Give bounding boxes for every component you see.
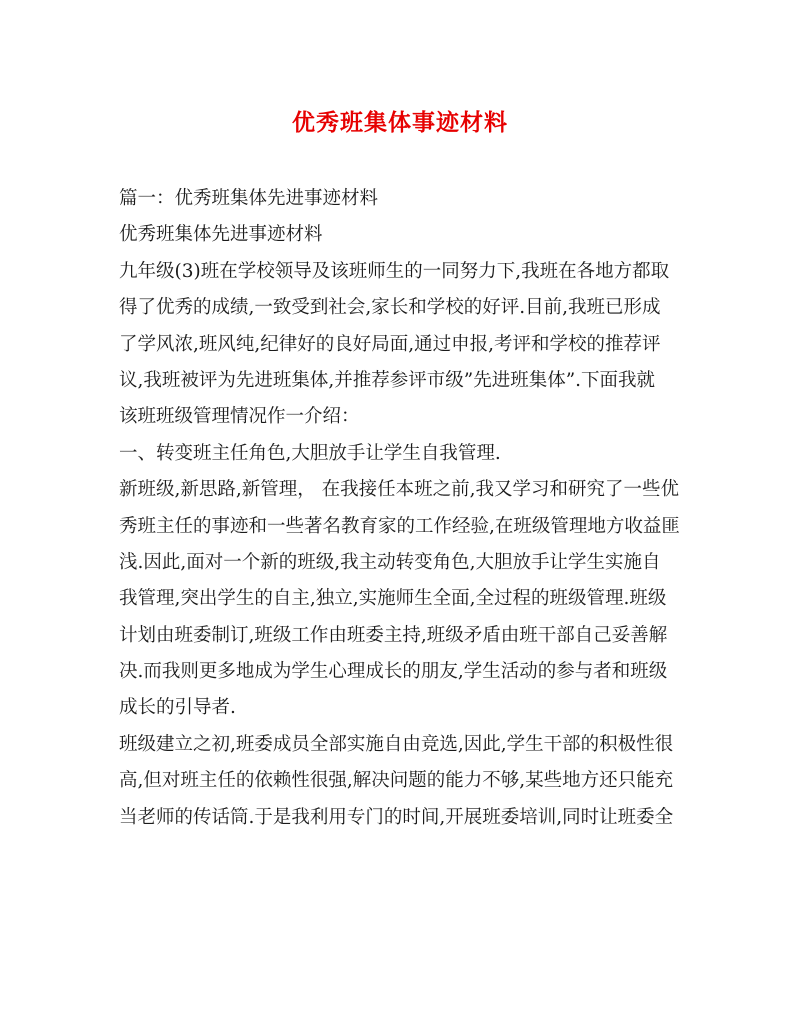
body-line: 成长的引导者. — [119, 697, 236, 719]
body-line: 计划由班委制订,班级工作由班委主持,班级矛盾由班干部自己妥善解 — [119, 624, 668, 646]
body-line: 该班班级管理情况作一介绍： — [119, 406, 360, 428]
document-body — [119, 181, 685, 836]
body-line: 我管理,突出学生的自主,独立,实施师生全面,全过程的班级管理.班级 — [119, 588, 667, 610]
body-line: 秀班主任的事迹和一些著名教育家的工作经验,在班级管理地方收益匪 — [119, 515, 680, 537]
body-line: 得了优秀的成绩,一致受到社会,家长和学校的好评.目前,我班已形成 — [119, 297, 661, 319]
document-title: 优秀班集体事迹材料 — [292, 109, 508, 136]
body-line: 当老师的传话筒.于是我利用专门的时间,开展班委培训,同时让班委全 — [119, 806, 674, 828]
body-line: 篇一：优秀班集体先进事迹材料 — [119, 188, 379, 209]
body-line: 班级建立之初,班委成员全部实施自由竞选,因此,学生干部的积极性很 — [119, 733, 674, 755]
body-line: 高,但对班主任的依赖性很强,解决问题的能力不够,某些地方还只能充 — [119, 770, 674, 792]
body-line: 浅.因此,面对一个新的班级,我主动转变角色,大胆放手让学生实施自 — [119, 551, 661, 573]
body-line: 一、转变班主任角色,大胆放手让学生自我管理. — [119, 442, 501, 464]
body-line: 了学风浓,班风纯,纪律好的良好局面,通过申报,考评和学校的推荐评 — [119, 333, 661, 355]
body-line: 九年级(3)班在学校领导及该班师生的一同努力下,我班在各地方都取 — [119, 260, 670, 282]
body-line: 优秀班集体先进事迹材料 — [119, 224, 323, 246]
body-line: 新班级,新思路,新管理， 在我接任本班之前,我又学习和研究了一些优 — [119, 479, 680, 501]
body-line: 决.而我则更多地成为学生心理成长的朋友,学生活动的参与者和班级 — [119, 661, 668, 683]
body-line: 议,我班被评为先进班集体,并推荐参评市级”先进班集体”.下面我就 — [119, 369, 656, 391]
